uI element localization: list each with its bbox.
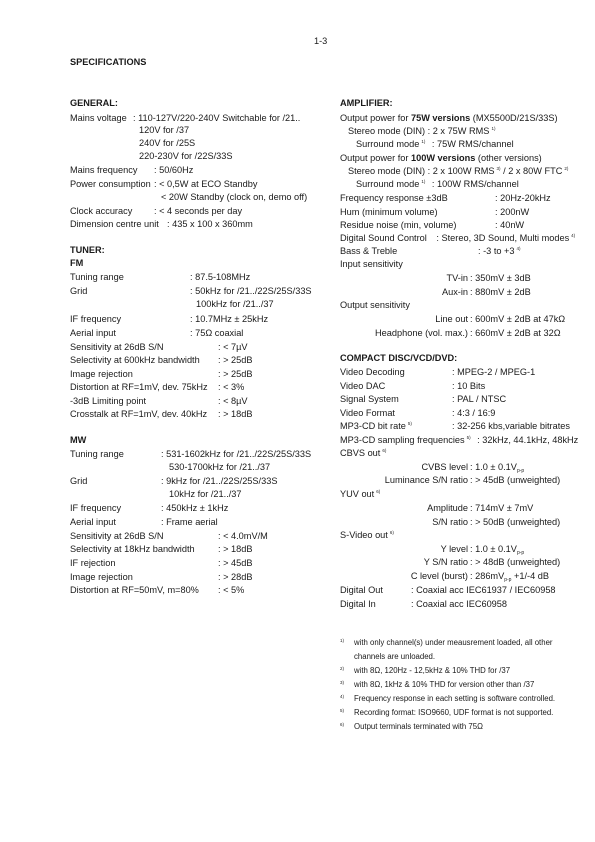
amplifier-spec-row-value: : 200nW [495, 206, 530, 217]
fm-spec-row-label: Selectivity at 600kHz bandwidth [70, 355, 200, 365]
svideo-out-label: S-Video out [340, 530, 388, 540]
mw-spec-row-label: Grid [70, 476, 88, 486]
fm-spec-row [70, 356, 330, 368]
surround-mode-100 [356, 180, 519, 189]
mw-spec-row-label: Aerial input [70, 517, 116, 527]
mw-spec-row-label: Sensitivity at 26dB S/N [70, 531, 164, 541]
mw-spec-row-value: : > 18dB [218, 544, 253, 554]
dsc-row [340, 234, 575, 243]
stereo-mode-100-ftc: / 2 x 80W FTC [500, 166, 563, 176]
yuv-out-row [340, 490, 380, 499]
amplitude-label: Amplitude [427, 503, 468, 513]
mains-voltage-line-3: 240V for /25S [139, 138, 196, 148]
amplifier-heading: AMPLIFIER: [340, 98, 393, 108]
bass-value: : -3 to +3 [478, 246, 515, 256]
page-title: SPECIFICATIONS [70, 57, 147, 67]
mains-frequency-label: Mains frequency [70, 165, 138, 175]
input-sensitivity-label: Input sensitivity [340, 259, 403, 269]
stereo-mode-75-note: 1) [491, 126, 496, 131]
mw-spec-row-label: Selectivity at 18kHz bandwidth [70, 544, 195, 554]
cvbs-out-note: 6) [382, 448, 387, 453]
stereo-mode-100 [348, 167, 568, 176]
mains-voltage-line-4: 220-230V for /22S/33S [139, 151, 233, 161]
yuv-sn-value: : > 50dB (unweighted) [470, 517, 561, 527]
amplifier-spec-row-label: Residue noise (min, volume) [340, 220, 457, 230]
footnote-text: channels are unloaded. [354, 652, 436, 661]
footnote-text: with 8Ω, 120Hz - 12,5kHz & 10% THD for /37 [354, 666, 511, 675]
mains-frequency-value: : 50/60Hz [154, 165, 194, 175]
mains-voltage-line-1: : 110-127V/220-240V Switchable for /21.. [133, 113, 301, 123]
footnote-text: Output terminals terminated with 75Ω [354, 722, 483, 731]
clock-accuracy-value: : < 4 seconds per day [154, 206, 243, 216]
mw-spec-row [70, 586, 330, 598]
fm-spec-row-value: : > 25dB [218, 355, 253, 365]
digital-out-value: : Coaxial acc IEC61937 / IEC60958 [411, 585, 556, 595]
mp3-sampling-note: 5) [466, 435, 471, 440]
yuv-sn-label: S/N ratio [432, 517, 468, 527]
mw-spec-row [70, 450, 330, 462]
fm-spec-row [70, 287, 330, 299]
yuv-out-label: YUV out [340, 489, 375, 499]
cd-spec-row-label: Video DAC [340, 380, 386, 391]
mw-spec-row [70, 532, 330, 544]
mains-voltage-label: Mains voltage [70, 113, 127, 123]
y-sn-label: Y S/N ratio [423, 557, 468, 567]
cd-spec-row-value: : PAL / NTSC [452, 394, 507, 404]
power-consumption-label: Power consumption [70, 179, 151, 189]
cvbs-level-label: CVBS level [421, 462, 468, 472]
fm-spec-row-label: Crosstalk at RF=1mV, dev. 40kHz [70, 409, 208, 419]
mw-spec-row-value: 530-1700kHz for /21../37 [169, 462, 271, 472]
dsc-note: 4) [571, 233, 576, 238]
output-power-75-suffix: (MX5500D/21S/33S) [470, 113, 558, 123]
fm-spec-row [70, 273, 330, 285]
mp3-bitrate-label: MP3-CD bit rate [340, 421, 406, 431]
fm-spec-row-value: : 50kHz for /21../22S/25S/33S [190, 286, 312, 296]
mw-spec-row [70, 504, 330, 516]
fm-heading: FM [70, 258, 84, 268]
mw-spec-row [70, 545, 330, 557]
page-number: 1-3 [314, 36, 328, 46]
svideo-out-note: 6) [389, 530, 394, 535]
svideo-out-row [340, 531, 394, 540]
mw-spec-row-value: : Frame aerial [161, 517, 218, 527]
footnote-text: Frequency response in each setting is software controlled. [354, 694, 556, 703]
general-heading: GENERAL: [70, 98, 118, 108]
y-level-value: : 1.0 ± 0.1V [470, 544, 517, 554]
mw-spec-row-value: : > 45dB [218, 558, 253, 568]
mw-spec-row-value: : 450kHz ± 1kHz [161, 503, 229, 513]
c-level-row [470, 572, 549, 581]
output-power-100-suffix: (other versions) [475, 153, 542, 163]
surround-mode-75 [356, 140, 514, 149]
headphone-value: : 660mV ± 2dB at 32Ω [470, 328, 561, 338]
output-power-75-prefix: Output power for [340, 113, 411, 123]
luminance-value: : > 45dB (unweighted) [470, 475, 561, 485]
cvbs-out-label: CBVS out [340, 448, 381, 458]
mw-spec-row-value: : 9kHz for /21../22S/25S/33S [161, 476, 278, 486]
cvbs-level-row [470, 463, 524, 472]
footnote-text: with only channel(s) under meausrement loaded, all other [354, 638, 553, 647]
fm-spec-row [70, 315, 330, 327]
mw-spec-row-value: 10kHz for /21../37 [169, 489, 242, 499]
fm-spec-row [70, 343, 330, 355]
digital-out-label: Digital Out [340, 585, 383, 595]
mw-spec-row-label: Image rejection [70, 572, 133, 582]
c-level-tolerance: +1/-4 dB [511, 571, 549, 581]
stereo-mode-100-text: Stereo mode (DIN) : 2 x 100W RMS [348, 166, 495, 176]
tv-in-label: TV-in [446, 273, 468, 283]
aux-in-label: Aux-in [441, 287, 468, 297]
line-out-label: Line out [435, 314, 468, 324]
surround-mode-75-note: 1) [421, 139, 426, 144]
mw-spec-row [70, 573, 330, 585]
cd-spec-row [340, 395, 595, 407]
aux-in-value: : 880mV ± 2dB [470, 287, 531, 297]
fm-spec-row-value: : 75Ω coaxial [190, 328, 244, 338]
fm-spec-row [70, 410, 330, 422]
fm-spec-row [70, 383, 330, 395]
mw-spec-row [70, 490, 330, 502]
bass-label: Bass & Treble [340, 246, 398, 256]
y-level-row [470, 545, 524, 554]
output-power-100-line [340, 154, 542, 163]
fm-spec-row [70, 370, 330, 382]
surround-mode-100-value: : 100W RMS/channel [431, 179, 519, 189]
output-power-75-line [340, 114, 558, 123]
amplifier-spec-row-value: : 40nW [495, 220, 525, 230]
c-level-label: C level (burst) [410, 571, 468, 581]
mw-spec-row [70, 477, 330, 489]
y-sn-value: : > 48dB (unweighted) [470, 557, 561, 567]
cd-spec-row-label: Video Decoding [340, 367, 405, 377]
cd-spec-row [340, 368, 595, 380]
luminance-label: Luminance S/N ratio [384, 475, 468, 485]
fm-spec-row-value: : > 25dB [218, 369, 253, 379]
mp3-bitrate-value: : 32-256 kbs,variable bitrates [452, 421, 570, 431]
cd-spec-row-label: Video Format [340, 407, 395, 418]
output-power-100-bold: 100W versions [410, 153, 476, 163]
power-consumption-line-2: < 20W Standby (clock on, demo off) [161, 192, 308, 202]
tuner-heading: TUNER: [70, 245, 105, 255]
bass-row [478, 247, 521, 256]
surround-mode-100-note: 1) [421, 179, 426, 184]
mains-voltage-line-2: 120V for /37 [139, 125, 190, 135]
footnote-number: 3) [340, 680, 345, 685]
stereo-mode-100-note-1: 3) [496, 166, 501, 171]
dimension-value: : 435 x 100 x 360mm [167, 219, 253, 229]
amplifier-spec-row [340, 221, 595, 233]
footnote-text: with 8Ω, 1kHz & 10% THD for version other than /37 [354, 680, 535, 689]
amplifier-spec-row-value: : 20Hz-20kHz [495, 193, 551, 203]
mw-spec-row-label: Distortion at RF=50mV, m=80% [70, 585, 199, 595]
mp3-bitrate-note: 5) [407, 421, 412, 426]
headphone-label: Headphone (vol. max.) [375, 328, 468, 338]
fm-spec-row-value: : < 8µV [218, 396, 248, 406]
fm-spec-row-label: Image rejection [70, 369, 133, 379]
fm-spec-row [70, 300, 330, 312]
c-level-unit: p-p [504, 577, 512, 583]
footnote-number: 1) [340, 638, 345, 643]
footnote-number: 4) [340, 694, 345, 699]
fm-spec-row-value: 100kHz for /21../37 [196, 299, 274, 309]
mw-heading: MW [70, 435, 87, 445]
mw-spec-row-value: : < 5% [218, 585, 245, 595]
mw-spec-row-label: Tuning range [70, 449, 124, 459]
cd-spec-row-value: : 4:3 / 16:9 [452, 407, 496, 418]
cd-spec-row-value: : MPEG-2 / MPEG-1 [452, 367, 536, 377]
fm-spec-row-label: Aerial input [70, 328, 116, 338]
tv-in-value: : 350mV ± 3dB [470, 273, 531, 283]
mw-spec-row [70, 463, 330, 475]
dsc-value: : Stereo, 3D Sound, Multi modes [436, 233, 570, 243]
fm-spec-row-label: Sensitivity at 26dB S/N [70, 342, 164, 352]
footnote-text: Recording format: ISO9660, UDF format is not supported. [354, 708, 554, 717]
dsc-label: Digital Sound Control [340, 233, 427, 243]
dimension-label: Dimension centre unit [70, 219, 159, 229]
output-power-100-prefix: Output power for [340, 153, 411, 163]
mw-spec-row [70, 518, 330, 530]
cvbs-out-row [340, 449, 386, 458]
cd-spec-row-label: Signal System [340, 394, 399, 404]
power-consumption-line-1: : < 0,5W at ECO Standby [154, 179, 258, 189]
fm-spec-row-value: : < 7µV [218, 342, 248, 352]
footnote-number: 6) [340, 722, 345, 727]
mw-spec-row-label: IF rejection [70, 558, 116, 568]
mp3-sampling-label: MP3-CD sampling frequencies [340, 435, 465, 445]
mw-spec-row-value: : > 28dB [218, 572, 253, 582]
fm-spec-row [70, 397, 330, 409]
stereo-mode-75 [348, 127, 495, 136]
amplitude-value: : 714mV ± 7mV [470, 503, 534, 513]
cd-spec-row [340, 382, 595, 394]
mw-spec-row [70, 559, 330, 571]
mp3-bitrate-row [340, 422, 412, 431]
mw-spec-row-value: : < 4.0mV/M [218, 531, 268, 541]
footnote-number: 5) [340, 708, 345, 713]
y-level-label: Y level [440, 544, 468, 554]
digital-in-label: Digital In [340, 599, 376, 609]
fm-spec-row-label: Grid [70, 286, 88, 296]
amplifier-spec-row-label: Hum (minimum volume) [340, 206, 438, 217]
fm-spec-row-label: Distortion at RF=1mV, dev. 75kHz [70, 382, 208, 392]
cvbs-level-unit: p-p [516, 468, 525, 474]
stereo-mode-100-note-2: 2) [564, 166, 569, 171]
amplifier-spec-row [340, 194, 595, 206]
footnote-number: 2) [340, 666, 345, 671]
yuv-out-note: 6) [376, 489, 381, 494]
surround-mode-75-value: : 75W RMS/channel [431, 139, 514, 149]
fm-spec-row-label: Tuning range [70, 272, 124, 282]
fm-spec-row-value: : < 3% [218, 382, 245, 392]
amplifier-spec-row [340, 208, 595, 220]
stereo-mode-75-text: Stereo mode (DIN) : 2 x 75W RMS [348, 126, 490, 136]
output-power-75-bold: 75W versions [410, 113, 471, 123]
fm-spec-row-value: : 87.5-108MHz [190, 272, 251, 282]
cvbs-level-value: : 1.0 ± 0.1V [470, 462, 517, 472]
fm-spec-row-label: IF frequency [70, 314, 122, 324]
cd-spec-row-value: : 10 Bits [452, 380, 486, 391]
surround-mode-100-label: Surround mode [356, 179, 420, 189]
fm-spec-row [70, 329, 330, 341]
output-sensitivity-label: Output sensitivity [340, 300, 410, 310]
fm-spec-row-value: : 10.7MHz ± 25kHz [190, 314, 269, 324]
cd-spec-row [340, 409, 595, 421]
digital-in-value: : Coaxial acc IEC60958 [411, 599, 508, 609]
fm-spec-row-value: : > 18dB [218, 409, 253, 419]
bass-note: 4) [516, 246, 521, 251]
c-level-value: : 286mV [470, 571, 505, 581]
surround-mode-75-label: Surround mode [356, 139, 420, 149]
clock-accuracy-label: Clock accuracy [70, 206, 133, 216]
mw-spec-row-value: : 531-1602kHz for /21../22S/25S/33S [161, 449, 312, 459]
mp3-sampling-row [340, 436, 578, 445]
mw-spec-row-label: IF frequency [70, 503, 122, 513]
mp3-sampling-value: : 32kHz, 44.1kHz, 48kHz [477, 435, 579, 445]
line-out-value: : 600mV ± 2dB at 47kΩ [470, 314, 566, 324]
amplifier-spec-row-label: Frequency response ±3dB [340, 193, 448, 203]
y-level-unit: p-p [516, 550, 525, 556]
cd-heading: COMPACT DISC/VCD/DVD: [340, 353, 458, 363]
fm-spec-row-label: -3dB Limiting point [70, 396, 147, 406]
